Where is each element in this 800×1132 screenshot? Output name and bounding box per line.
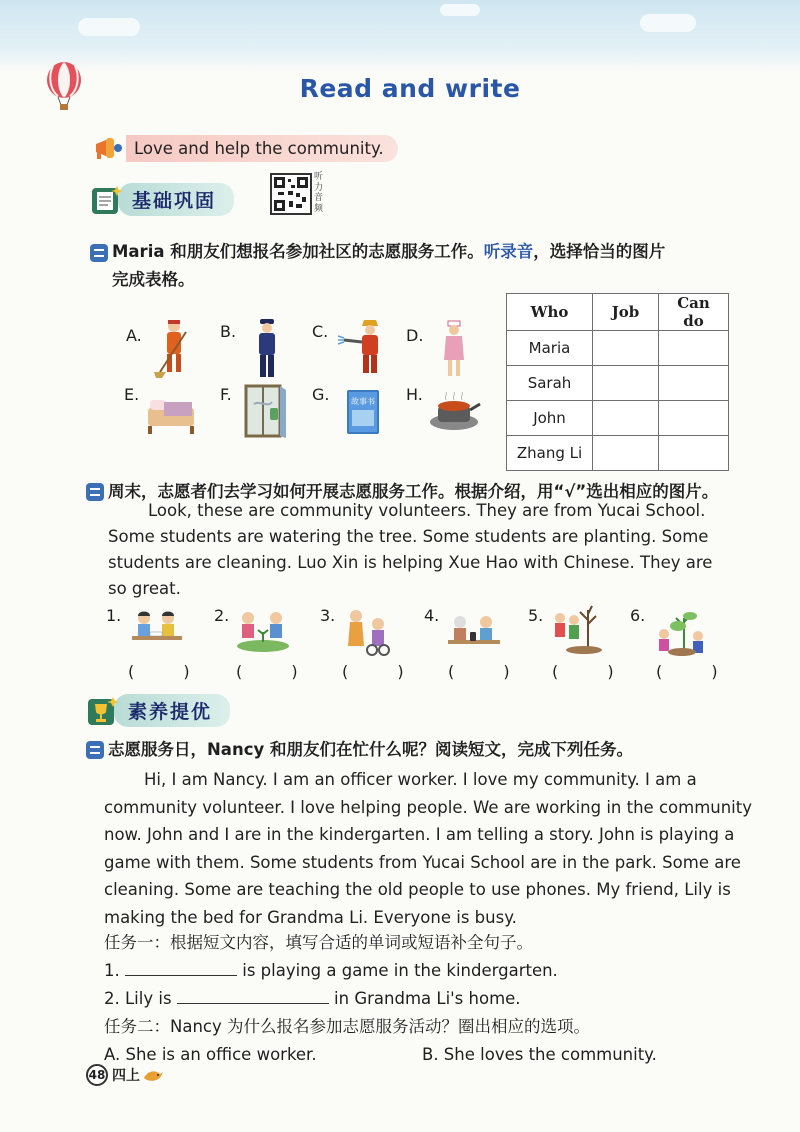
cleaner-sweeping-icon [152, 318, 196, 380]
task1-sentence-2 [104, 986, 521, 1012]
cloud-decoration [78, 18, 140, 36]
table-header: Job [593, 294, 659, 331]
sentence-text: is playing a game in the kindergarten. [242, 961, 558, 980]
cooking-pot-icon [428, 392, 482, 432]
table-header: Who [507, 294, 593, 331]
section-badge-improve [86, 694, 230, 727]
nurse-icon [440, 320, 468, 378]
q1-instruction-text: 完成表格。 [112, 270, 195, 289]
section-title-improve: 素养提优 [114, 694, 230, 727]
table-cell-who: John [507, 401, 593, 436]
table-header-row [507, 294, 729, 331]
table-header: Can do [659, 294, 729, 331]
page-title: Read and write [299, 74, 521, 103]
answer-paren[interactable]: ( ) [342, 662, 426, 681]
students-watering-tree-icon [548, 600, 604, 656]
option-label: F. [220, 385, 232, 404]
picture-number: 3. [320, 606, 336, 625]
passage-line: Look, these are community volunteers. They are from Yucai School. [148, 501, 706, 520]
teaching-phone-icon [446, 610, 502, 654]
question-icon [90, 244, 108, 262]
bed-icon [146, 386, 196, 436]
answer-paren[interactable]: ( ) [552, 662, 636, 681]
q2-instruction-text: 周末，志愿者们去学习如何开展志愿服务工作。根据介绍，用“√”选出相应的图片。 [108, 482, 719, 501]
table-cell-who: Maria [507, 331, 593, 366]
option-label: E. [124, 385, 140, 404]
passage-line: Some students are watering the tree. Some students are planting. Some [108, 527, 709, 546]
picture-number: 6. [630, 606, 646, 625]
option-label: D. [406, 326, 424, 345]
table-cell-cando[interactable] [659, 436, 729, 471]
answer-blank[interactable] [177, 988, 329, 1004]
table-cell-who: Zhang Li [507, 436, 593, 471]
table-cell-job[interactable] [593, 436, 659, 471]
q1-instruction [90, 238, 750, 294]
task1-instruction: 任务一：根据短文内容，填写合适的单词或短语补全句子。 [104, 933, 533, 952]
window-cleaning-icon [242, 384, 288, 440]
table-cell-cando[interactable] [659, 331, 729, 366]
police-officer-icon [252, 318, 282, 380]
choice-a[interactable]: A. She is an office worker. [104, 1045, 317, 1064]
option-label: C. [312, 322, 329, 341]
table-cell-who: Sarah [507, 366, 593, 401]
grade-label: 四上 [112, 1068, 140, 1084]
passage-line: making the bed for Grandma Li. Everyone is busy. [104, 907, 517, 927]
passage-line: so great. [108, 579, 181, 598]
table-cell-job[interactable] [593, 366, 659, 401]
table-cell-cando[interactable] [659, 366, 729, 401]
bird-icon [142, 1066, 164, 1084]
picture-number: 2. [214, 606, 230, 625]
section-badge-basic [90, 183, 234, 216]
q1-instruction-text: ，选择恰当的图片 [533, 242, 666, 261]
page-footer [86, 1064, 164, 1086]
option-label: H. [406, 385, 423, 404]
passage-line: cleaning. Some are teaching the old people to use phones. My friend, Lily is [104, 880, 731, 899]
section-title-basic: 基础巩固 [118, 183, 234, 216]
question-icon [86, 483, 104, 501]
answer-paren[interactable]: ( ) [448, 662, 532, 681]
students-planting-icon [234, 606, 292, 654]
cloud-decoration [640, 14, 696, 32]
answer-paren[interactable]: ( ) [128, 662, 212, 681]
sentence-text: in Grandma Li's home. [334, 989, 521, 1008]
storybook-title: 故事书 [351, 397, 375, 406]
header-background [0, 0, 800, 72]
answer-blank[interactable] [125, 960, 237, 976]
question-icon [86, 741, 104, 759]
students-cleaning-icon [654, 604, 708, 658]
picture-number: 1. [106, 606, 122, 625]
passage-line: Hi, I am Nancy. I am an officer worker. I love my community. I am a [144, 770, 697, 789]
qr-code-icon [272, 175, 310, 213]
megaphone-icon [92, 134, 124, 162]
table-row [507, 331, 729, 366]
picture-number: 4. [424, 606, 440, 625]
option-label: B. [220, 322, 237, 341]
passage-line: now. John and I are in the kindergarten. I am telling a story. John is playing a [104, 825, 735, 844]
table-row [507, 436, 729, 471]
theme-banner [92, 133, 398, 163]
passage-line: community volunteer. I love helping people. We are working in the community [104, 797, 752, 817]
choice-b[interactable]: B. She loves the community. [422, 1045, 657, 1064]
theme-text: Love and help the community. [126, 135, 398, 162]
table-cell-job[interactable] [593, 401, 659, 436]
table-cell-cando[interactable] [659, 401, 729, 436]
qr-label: 听力音频 [314, 172, 324, 214]
sentence-number: 1. [104, 961, 120, 980]
qr-code[interactable] [270, 173, 312, 215]
trophy-icon [86, 695, 120, 727]
q3-instruction [86, 736, 766, 764]
passage-line: students are cleaning. Luo Xin is helping Xue Hao with Chinese. They are [108, 553, 713, 572]
answer-paren[interactable]: ( ) [656, 662, 740, 681]
passage-line: game with them. Some students from Yucai School are in the park. Some are [104, 852, 741, 872]
option-label: A. [126, 326, 142, 345]
table-row [507, 366, 729, 401]
answer-table [506, 293, 729, 471]
cloud-decoration [440, 4, 480, 16]
firefighter-icon [336, 318, 390, 376]
option-label: G. [312, 385, 330, 404]
volunteers-elderly-icon [342, 606, 394, 656]
students-studying-icon [128, 606, 186, 654]
q3-instruction-text: 志愿服务日，Nancy 和朋友们在忙什么呢？阅读短文，完成下列任务。 [108, 740, 633, 759]
picture-number: 5. [528, 606, 544, 625]
notebook-icon [90, 184, 124, 216]
q1-listen-keyword: 听录音 [483, 242, 534, 261]
task1-sentence-1 [104, 958, 558, 984]
answer-paren[interactable]: ( ) [236, 662, 320, 681]
q1-instruction-text: Maria 和朋友们想报名参加社区的志愿服务工作。 [112, 242, 484, 261]
page-number: 48 [86, 1064, 108, 1086]
q2-passage [108, 498, 768, 602]
sentence-text: 2. Lily is [104, 989, 172, 1008]
storybook-icon [345, 388, 381, 436]
q3-passage [104, 766, 774, 931]
table-row [507, 401, 729, 436]
task2-instruction: 任务二：Nancy 为什么报名参加志愿服务活动？圈出相应的选项。 [104, 1017, 590, 1036]
table-cell-job[interactable] [593, 331, 659, 366]
